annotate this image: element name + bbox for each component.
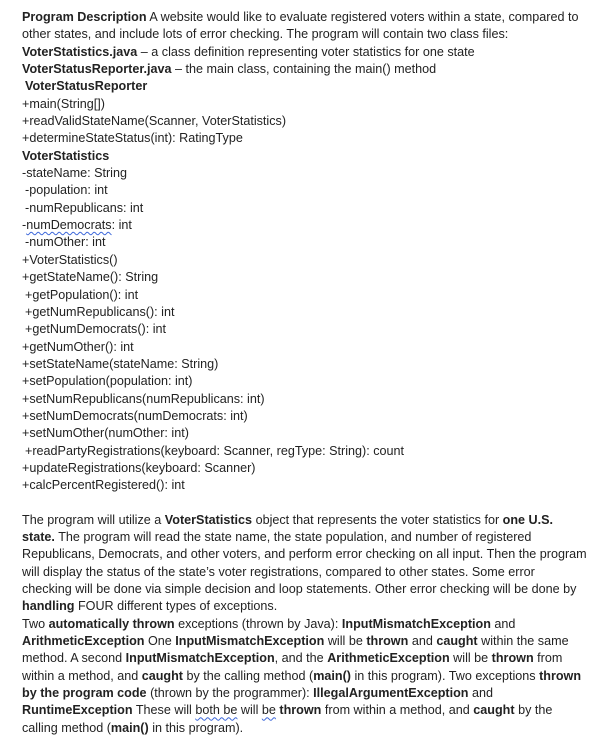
file2-name: VoterStatusReporter.java bbox=[22, 62, 172, 77]
bold-run: InputMismatchException bbox=[175, 634, 325, 649]
stats-class-name: VoterStatistics bbox=[22, 148, 110, 163]
text-run: exceptions (thrown by Java): bbox=[178, 616, 339, 631]
file2-desc: – the main class, containing the main() method bbox=[175, 62, 437, 77]
text-run: object that represents the voter statistics for bbox=[255, 512, 500, 527]
stats-method: +setNumDemocrats(numDemocrats: int) bbox=[22, 408, 248, 423]
stats-method: +setPopulation(population: int) bbox=[22, 374, 193, 389]
file1-name: VoterStatistics.java bbox=[22, 44, 138, 59]
text-run: FOUR different types of exceptions. bbox=[77, 599, 278, 614]
stats-method: +setNumOther(numOther: int) bbox=[22, 426, 189, 441]
description-heading: Program Description bbox=[22, 10, 147, 24]
stats-method: +setNumRepublicans(numRepublicans: int) bbox=[22, 391, 265, 406]
utilize-paragraph bbox=[22, 512, 587, 616]
text-run: and bbox=[411, 634, 433, 649]
stats-method: +calcPercentRegistered(): int bbox=[22, 478, 185, 493]
text-run: will be bbox=[453, 651, 489, 666]
bold-run: thrown bbox=[279, 703, 322, 718]
text-run: by the calling method ( bbox=[22, 703, 553, 735]
bold-run: thrown bbox=[491, 651, 534, 666]
stats-method: +getPopulation(): int bbox=[25, 287, 139, 302]
text-run: will be bbox=[327, 634, 363, 649]
bold-run: main() bbox=[313, 668, 351, 683]
bold-run: automatically thrown bbox=[48, 616, 175, 631]
program-description bbox=[22, 9, 587, 78]
description-intro: A website would like to evaluate registered voters within a state, compared to other states, and include lots of error checking. The program will contain two class files: bbox=[22, 10, 579, 42]
stats-method: +setStateName(stateName: String) bbox=[22, 356, 219, 371]
stats-field bbox=[22, 217, 587, 234]
bold-run: caught bbox=[473, 703, 515, 718]
text-run: The program will utilize a bbox=[22, 512, 162, 527]
bold-run: IllegalArgumentException bbox=[313, 686, 469, 701]
text-run: within the same method. A second bbox=[22, 634, 569, 666]
paragraph-gap bbox=[22, 495, 587, 512]
stats-method: +getNumOther(): int bbox=[22, 339, 134, 354]
text-run: These will bbox=[135, 703, 192, 718]
reporter-method: +readValidStateName(Scanner, VoterStatistics) bbox=[22, 114, 287, 129]
reporter-class-name: VoterStatusReporter bbox=[25, 79, 148, 94]
text-run: from within a method, and bbox=[22, 651, 563, 683]
reporter-method: +determineStateStatus(int): RatingType bbox=[22, 131, 243, 146]
text-run: , and the bbox=[274, 651, 324, 666]
stats-field: -stateName: String bbox=[22, 166, 127, 181]
bold-run: InputMismatchException bbox=[125, 651, 275, 666]
bold-run: main() bbox=[110, 720, 149, 735]
spellcheck-word: numDemocrats bbox=[26, 218, 112, 233]
bold-run: caught bbox=[436, 634, 478, 649]
stats-field: -population: int bbox=[25, 183, 108, 198]
text-run: (thrown by the programmer): bbox=[150, 686, 310, 701]
stats-method: +getStateName(): String bbox=[22, 270, 159, 285]
bold-run: handling bbox=[22, 599, 75, 614]
bold-run: one U.S. state. bbox=[22, 512, 554, 544]
text-run: will bbox=[240, 703, 259, 718]
text-run: in this program). Two exceptions bbox=[354, 668, 536, 683]
stats-method: +updateRegistrations(keyboard: Scanner) bbox=[22, 460, 256, 475]
bold-run: InputMismatchException bbox=[341, 616, 491, 631]
text-run: in this program). bbox=[152, 720, 244, 735]
bold-run: VoterStatistics bbox=[164, 512, 253, 527]
text-run: and bbox=[472, 686, 494, 701]
bold-run: caught bbox=[141, 668, 183, 683]
text-run: Two bbox=[22, 616, 46, 631]
field-suffix: : int bbox=[111, 218, 132, 233]
reporter-method: +main(String[]) bbox=[22, 96, 105, 111]
file1-desc: – a class definition representing voter statistics for one state bbox=[140, 44, 475, 59]
stats-method: +getNumRepublicans(): int bbox=[25, 304, 175, 319]
bold-run: thrown bbox=[366, 634, 409, 649]
exceptions-paragraph bbox=[22, 616, 587, 737]
text-run: from within a method, and bbox=[324, 703, 470, 718]
field-prefix: - bbox=[22, 218, 27, 233]
text-run: The program will read the state name, the state population, and number of registered Republicans, Democrats, and other voters, and perform error checking on all input. Then the program will display the status of the state’s voter registrations, compared to other states. Some error checking will be done via simple decision and loop statements. Other error checking will be done by bbox=[22, 529, 587, 596]
stats-field: -numOther: int bbox=[25, 235, 106, 250]
bold-run: RuntimeException bbox=[22, 703, 133, 718]
spellcheck-word: be bbox=[261, 703, 276, 718]
stats-method: +VoterStatistics() bbox=[22, 252, 118, 267]
text-run: and bbox=[494, 616, 516, 631]
text-run: One bbox=[147, 634, 172, 649]
bold-run: thrown by the program code bbox=[22, 668, 582, 701]
stats-field: -numRepublicans: int bbox=[25, 200, 144, 215]
stats-method: +readPartyRegistrations(keyboard: Scanner, regType: String): count bbox=[25, 443, 405, 458]
bold-run: ArithmeticException bbox=[22, 634, 145, 649]
spellcheck-word: both be bbox=[195, 703, 238, 718]
text-run: by the calling method ( bbox=[186, 668, 314, 683]
stats-method: +getNumDemocrats(): int bbox=[25, 322, 167, 337]
bold-run: ArithmeticException bbox=[327, 651, 450, 666]
